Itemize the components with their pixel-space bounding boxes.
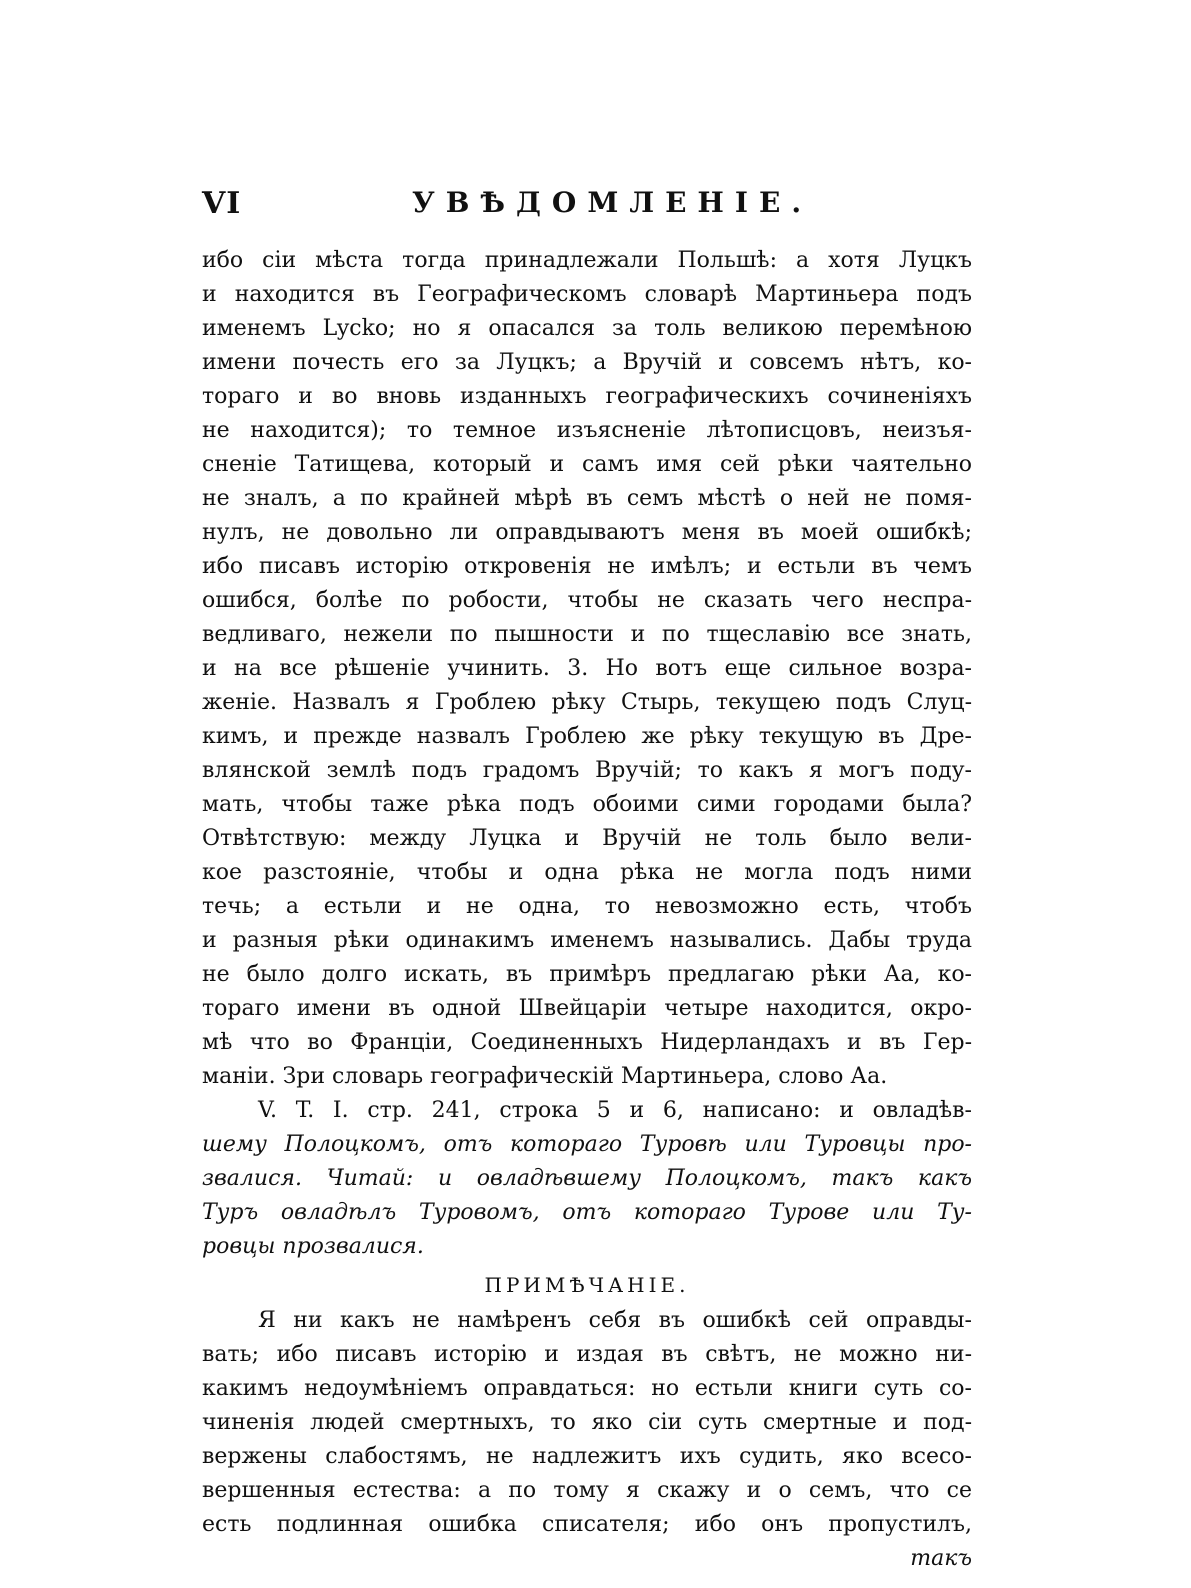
text-line: ибо писавъ исторію откровенія не имѣлъ; и естьли въ чемъ (202, 554, 972, 579)
text-line: женіе. Назвалъ я Гроблею рѣку Стырь, текущею подъ Слуц- (202, 690, 972, 715)
text-line: какимъ недоумѣніемъ оправдаться: но естьли книги суть со- (202, 1376, 972, 1401)
page-number: VI (202, 186, 242, 221)
body-text (202, 244, 972, 1576)
text-line: звалися. Читай: и овладѣвшему Полоцкомъ, такъ какъ (202, 1166, 972, 1191)
text-line: тораго имени въ одной Швейцаріи четыре находится, окро- (202, 996, 972, 1021)
text-line: чиненія людей смертныхъ, то яко сіи суть смертные и под- (202, 1410, 972, 1435)
text-line: вать; ибо писавъ исторію и издая въ свѣтъ, не можно ни- (202, 1342, 972, 1367)
text-line: мать, чтобы таже рѣка подъ обоими сими городами была? (202, 792, 972, 817)
text-line: вержены слабостямъ, не надлежитъ ихъ судить, яко всесо- (202, 1444, 972, 1469)
text-line: течь; а естьли и не одна, то невозможно есть, чтобъ (202, 894, 972, 919)
running-title: УВѢДОМЛЕНІЕ. (412, 186, 813, 219)
text-line: V. T. I. стр. 241, строка 5 и 6, написано: и овладѣв- (258, 1098, 972, 1123)
paragraph-2 (202, 1094, 972, 1264)
text-line: нулъ, не довольно ли оправдываютъ меня въ моей ошибкѣ; (202, 520, 972, 545)
text-line: не было долго искать, въ примѣръ предлагаю рѣки Аа, ко- (202, 962, 972, 987)
text-line: имени почесть его за Луцкъ; а Вручій и совсемъ нѣтъ, ко- (202, 350, 972, 375)
page-header (202, 186, 982, 230)
text-line: ведливаго, нежели по пышности и по тщеславію все знать, (202, 622, 972, 647)
text-line: ибо сіи мѣста тогда принадлежали Польшѣ: а хотя Луцкъ (202, 248, 972, 273)
section-title: ПРИМѢЧАНІЕ. (484, 1273, 690, 1297)
text-line: кимъ, и прежде назвалъ Гроблею же рѣку текущую въ Дре- (202, 724, 972, 749)
text-line: Отвѣтствую: между Луцка и Вручій не толь было вели- (202, 826, 972, 851)
text-line: не находится); то темное изъясненіе лѣтописцовъ, неизъя- (202, 418, 972, 443)
text-line: вершенныя естества: а по тому я скажу и о семъ, что се (202, 1478, 972, 1503)
text-line: есть подлинная ошибка списателя; ибо онъ пропустилъ, (202, 1512, 972, 1537)
paragraph-1 (202, 244, 972, 1094)
text-line: Туръ овладѣлъ Туровомъ, отъ котораго Турове или Ту- (202, 1200, 972, 1225)
text-line: ошибся, болѣе по робости, чтобы не сказать чего неспра- (202, 588, 972, 613)
text-line: именемъ Lycko; но я опасался за толь великою перемѣною (202, 316, 972, 341)
text-line: ровцы прозвалися. (202, 1234, 424, 1259)
paragraph-3 (202, 1304, 972, 1542)
text-line: влянской землѣ подъ градомъ Вручій; то какъ я могъ поду- (202, 758, 972, 783)
text-line: и находится въ Географическомъ словарѣ Мартиньера подъ (202, 282, 972, 307)
text-line: и разныя рѣки одинакимъ именемъ назывались. Дабы труда (202, 928, 972, 953)
text-line: Я ни какъ не намѣренъ себя въ ошибкѣ сей оправды- (258, 1308, 972, 1333)
text-line: кое разстояніе, чтобы и одна рѣка не могла подъ ними (202, 860, 972, 885)
text-line: и на все рѣшеніе учинить. 3. Но вотъ еще сильное возра- (202, 656, 972, 681)
text-line: шему Полоцкомъ, отъ котораго Туровѣ или Туровцы про- (202, 1132, 972, 1157)
text-line: не зналъ, а по крайней мѣрѣ въ семъ мѣстѣ о ней не помя- (202, 486, 972, 511)
text-line: сненіе Татищева, который и самъ имя сей рѣки чаятельно (202, 452, 972, 477)
text-line: маніи. Зри словарь географическій Мартиньера, слово Аа. (202, 1064, 888, 1089)
text-line: тораго и во вновь изданныхъ географическихъ сочиненіяхъ (202, 384, 972, 409)
catchword: такъ (910, 1546, 972, 1571)
text-line: мѣ что во Франціи, Соединенныхъ Нидерландахъ и въ Гер- (202, 1030, 972, 1055)
